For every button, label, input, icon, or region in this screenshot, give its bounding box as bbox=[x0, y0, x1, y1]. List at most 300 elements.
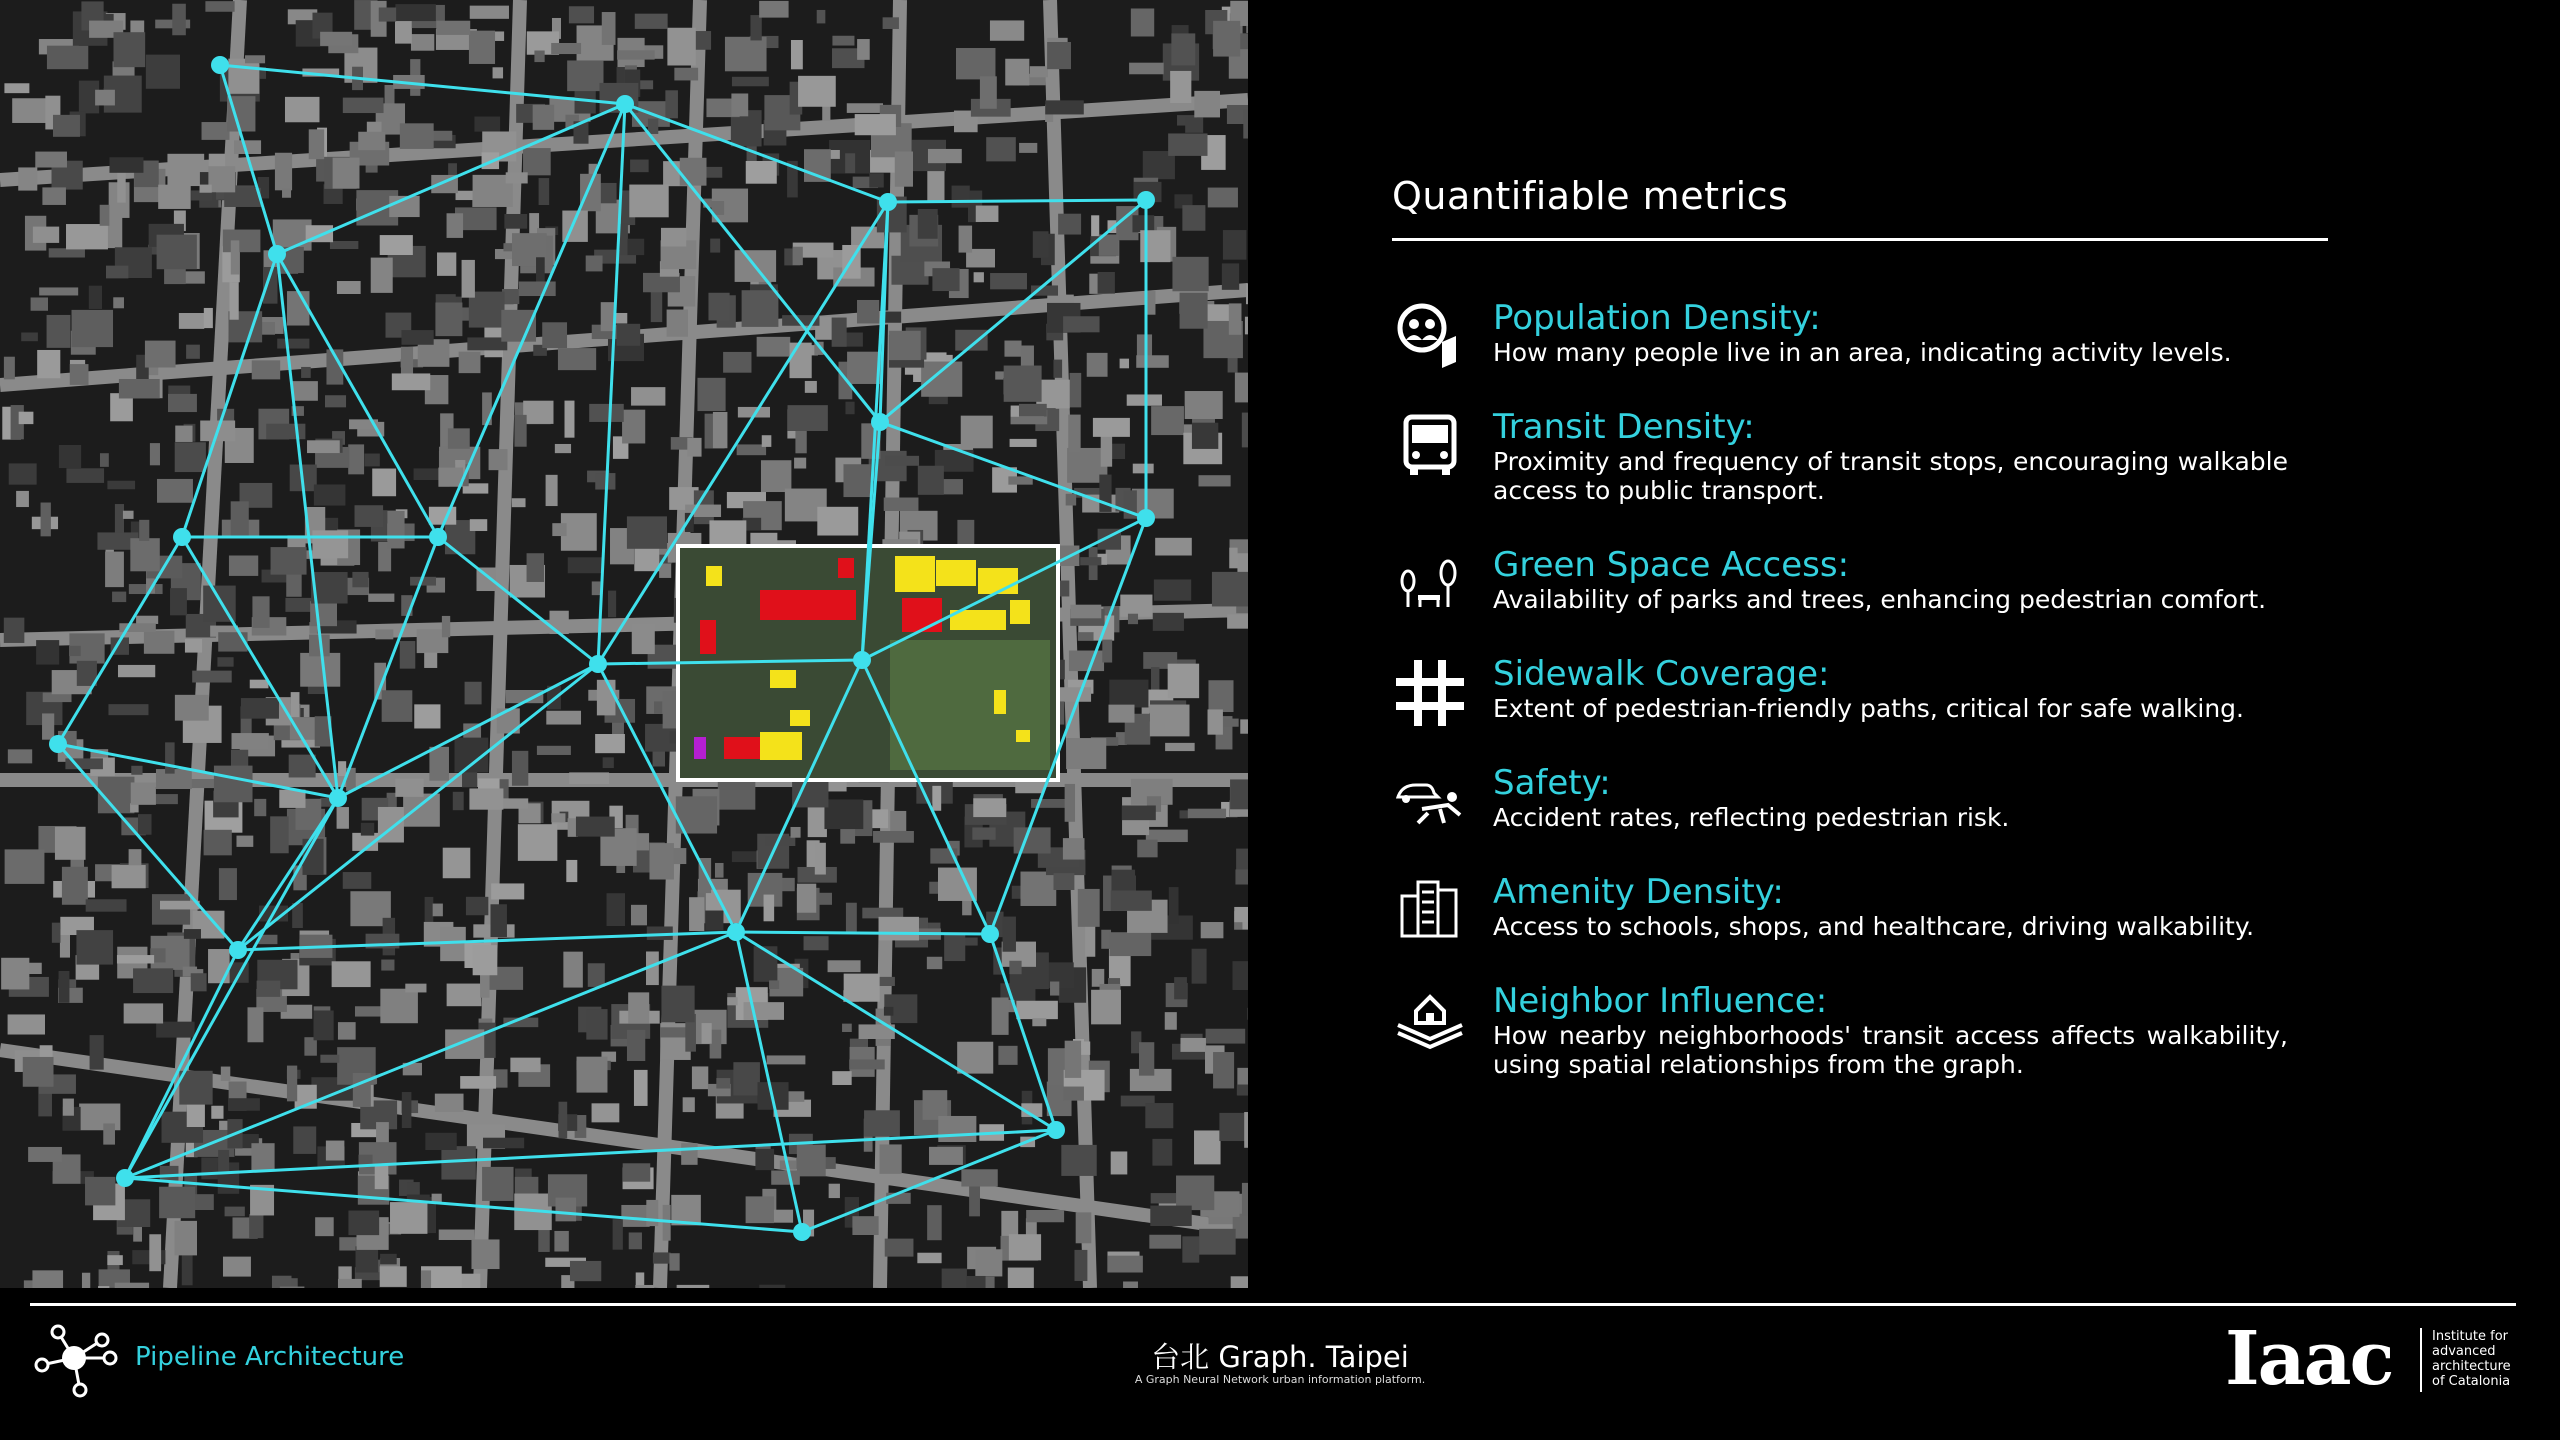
map-building bbox=[895, 152, 913, 187]
map-building bbox=[589, 404, 624, 422]
metric-title: Population Density: bbox=[1493, 298, 1821, 338]
map-building bbox=[375, 629, 393, 639]
map-building bbox=[491, 883, 524, 899]
map-building bbox=[425, 1133, 456, 1150]
map-building bbox=[292, 381, 317, 401]
map-building bbox=[1229, 548, 1237, 569]
map-building bbox=[595, 734, 625, 753]
map-building bbox=[961, 1169, 997, 1186]
map-building bbox=[277, 339, 309, 349]
building-red bbox=[902, 598, 942, 632]
map-building bbox=[462, 260, 475, 298]
map-building bbox=[158, 185, 191, 209]
map-building bbox=[179, 313, 204, 329]
map-building bbox=[1229, 303, 1242, 334]
map-building bbox=[1136, 355, 1169, 368]
map-building bbox=[1180, 293, 1208, 329]
map-building bbox=[182, 1253, 193, 1286]
map-building bbox=[855, 114, 896, 135]
map-building bbox=[715, 863, 724, 878]
map-building bbox=[8, 1014, 45, 1034]
map-building bbox=[113, 297, 124, 308]
map-building bbox=[168, 394, 197, 412]
map-building bbox=[732, 851, 757, 862]
map-building bbox=[332, 961, 371, 987]
map-building bbox=[1123, 1281, 1138, 1288]
map-building bbox=[1237, 1085, 1248, 1096]
metric-title: Sidewalk Coverage: bbox=[1493, 654, 1830, 694]
map-building bbox=[172, 4, 186, 36]
map-building bbox=[156, 1022, 194, 1038]
map-building bbox=[845, 153, 855, 173]
map-building bbox=[202, 122, 230, 140]
map-building bbox=[992, 997, 1009, 1034]
building-yellow bbox=[770, 670, 796, 688]
map-building bbox=[185, 639, 202, 653]
map-building bbox=[725, 37, 767, 71]
map-building bbox=[466, 897, 488, 915]
map-building bbox=[667, 28, 695, 66]
map-building bbox=[750, 15, 761, 40]
map-building bbox=[952, 186, 970, 208]
map-building bbox=[105, 552, 124, 588]
map-building bbox=[12, 98, 45, 123]
map-building bbox=[90, 1035, 104, 1070]
map-building bbox=[980, 76, 997, 108]
map-building bbox=[312, 530, 348, 558]
map-building bbox=[157, 479, 193, 503]
map-building bbox=[118, 665, 155, 677]
map-building bbox=[380, 1266, 407, 1287]
map-building bbox=[1131, 8, 1154, 36]
map-building bbox=[218, 1150, 229, 1171]
map-building bbox=[69, 646, 81, 656]
map-building bbox=[1171, 33, 1195, 65]
map-building bbox=[293, 1126, 316, 1153]
map-building bbox=[1242, 413, 1248, 448]
map-building bbox=[200, 185, 212, 193]
map-building bbox=[654, 701, 662, 713]
map-building bbox=[506, 172, 528, 183]
building-purple bbox=[694, 737, 706, 759]
map-building bbox=[533, 105, 554, 130]
map-building bbox=[205, 1, 234, 12]
map-building bbox=[613, 1219, 623, 1250]
logo-caption-line: architecture bbox=[2432, 1359, 2511, 1374]
map-building bbox=[832, 36, 854, 46]
map-building bbox=[518, 824, 557, 861]
map-building bbox=[746, 1196, 774, 1223]
map-building bbox=[1243, 110, 1248, 139]
map-building bbox=[42, 713, 54, 739]
map-building bbox=[165, 742, 175, 773]
building-yellow bbox=[895, 556, 935, 592]
map-building bbox=[115, 1283, 149, 1288]
map-building bbox=[175, 695, 209, 721]
graph-node bbox=[616, 95, 634, 113]
map-building bbox=[229, 555, 258, 575]
map-building bbox=[621, 1205, 649, 1227]
satellite-map bbox=[0, 0, 1248, 1288]
map-building bbox=[759, 1285, 785, 1288]
graph-node bbox=[429, 528, 447, 546]
map-building bbox=[113, 32, 145, 67]
map-building bbox=[972, 827, 995, 839]
map-building bbox=[123, 511, 134, 519]
map-building bbox=[744, 1002, 784, 1020]
map-building bbox=[1154, 579, 1191, 600]
map-building bbox=[631, 387, 665, 405]
map-building bbox=[1230, 779, 1248, 809]
map-building bbox=[1180, 1038, 1205, 1052]
map-building bbox=[337, 281, 361, 294]
map-building bbox=[223, 1257, 251, 1277]
map-building bbox=[1120, 595, 1152, 617]
map-building bbox=[482, 1167, 513, 1201]
map-building bbox=[184, 929, 201, 939]
map-building bbox=[47, 46, 88, 70]
map-building bbox=[62, 867, 88, 905]
map-building bbox=[885, 456, 919, 466]
map-building bbox=[857, 300, 879, 323]
map-building bbox=[1111, 891, 1152, 911]
map-building bbox=[649, 843, 673, 879]
map-building bbox=[1, 958, 29, 990]
map-building bbox=[1172, 257, 1208, 291]
map-building bbox=[862, 908, 903, 919]
building-red bbox=[838, 558, 854, 578]
map-building bbox=[847, 103, 883, 113]
map-building bbox=[270, 816, 289, 853]
map-building bbox=[1102, 640, 1112, 663]
map-building bbox=[759, 1, 788, 18]
map-building bbox=[990, 273, 1027, 289]
map-building bbox=[1235, 869, 1248, 884]
map-building bbox=[252, 596, 269, 628]
graph-node bbox=[1137, 191, 1155, 209]
graph-node bbox=[793, 1223, 811, 1241]
map-building bbox=[555, 444, 571, 453]
map-building bbox=[385, 85, 395, 104]
map-building bbox=[569, 6, 594, 23]
map-building bbox=[439, 1230, 475, 1240]
map-building bbox=[98, 1286, 109, 1288]
map-building bbox=[1169, 887, 1179, 924]
map-building bbox=[969, 1184, 980, 1216]
map-building bbox=[337, 807, 349, 829]
map-building bbox=[956, 48, 995, 79]
map-building bbox=[438, 468, 463, 487]
map-building bbox=[630, 160, 649, 173]
map-building bbox=[1224, 719, 1239, 727]
map-building bbox=[576, 817, 615, 837]
map-building bbox=[175, 426, 192, 442]
map-building bbox=[18, 167, 37, 190]
map-building bbox=[791, 40, 803, 69]
map-building bbox=[1133, 464, 1154, 474]
map-building bbox=[1128, 614, 1138, 624]
map-building bbox=[47, 315, 71, 348]
map-building bbox=[63, 1099, 74, 1116]
map-building bbox=[646, 1200, 658, 1226]
map-building bbox=[755, 1149, 774, 1170]
map-building bbox=[429, 507, 456, 525]
map-building bbox=[1016, 1001, 1058, 1019]
map-building bbox=[100, 205, 110, 226]
building-yellow bbox=[1016, 730, 1030, 742]
map-building bbox=[85, 1177, 115, 1206]
map-building bbox=[552, 523, 566, 536]
map-building bbox=[1087, 353, 1108, 377]
graph-edge bbox=[438, 537, 598, 664]
map-building bbox=[170, 588, 187, 615]
map-building bbox=[808, 807, 827, 837]
map-building bbox=[129, 584, 163, 594]
map-building bbox=[107, 1255, 123, 1265]
metric-description: Access to schools, shops, and healthcare, driving walkability. bbox=[1493, 912, 2255, 941]
map-building bbox=[580, 174, 601, 211]
map-building bbox=[527, 553, 545, 582]
building-yellow bbox=[706, 566, 722, 586]
map-building bbox=[534, 51, 544, 63]
map-building bbox=[4, 357, 15, 380]
map-building bbox=[764, 895, 775, 922]
map-building bbox=[160, 901, 200, 910]
map-building bbox=[289, 755, 316, 778]
map-building bbox=[175, 442, 206, 472]
map-building bbox=[849, 1059, 885, 1069]
map-building bbox=[1139, 1042, 1154, 1075]
map-building bbox=[251, 1143, 274, 1170]
map-building bbox=[1137, 840, 1157, 858]
map-building bbox=[76, 930, 113, 964]
map-building bbox=[558, 348, 596, 370]
map-building bbox=[131, 766, 142, 775]
map-building bbox=[757, 337, 791, 357]
map-building bbox=[395, 779, 423, 797]
map-building bbox=[380, 989, 418, 1024]
map-building bbox=[175, 1221, 197, 1256]
map-building bbox=[358, 132, 385, 150]
map-building bbox=[372, 469, 396, 497]
grid-hash-icon bbox=[1392, 654, 1468, 730]
map-building bbox=[732, 77, 769, 86]
map-building bbox=[817, 10, 826, 23]
map-building bbox=[236, 836, 253, 847]
map-building bbox=[1192, 423, 1218, 449]
graph-node bbox=[1137, 509, 1155, 527]
map-building bbox=[402, 1092, 412, 1128]
map-building bbox=[797, 1145, 826, 1177]
map-building bbox=[286, 573, 301, 597]
map-building bbox=[301, 367, 311, 378]
map-building bbox=[551, 813, 565, 822]
map-building bbox=[1120, 359, 1129, 369]
map-building bbox=[66, 468, 104, 483]
map-building bbox=[512, 498, 526, 507]
map-building bbox=[1153, 613, 1184, 631]
map-building bbox=[314, 484, 346, 505]
bus-icon bbox=[1392, 407, 1468, 483]
map-building bbox=[447, 984, 482, 1007]
map-building bbox=[167, 154, 204, 186]
map-building bbox=[401, 347, 413, 375]
map-building bbox=[653, 1252, 671, 1263]
map-building bbox=[1192, 949, 1207, 984]
map-building bbox=[489, 449, 508, 470]
map-building bbox=[864, 1110, 900, 1136]
map-building bbox=[112, 865, 146, 888]
map-building bbox=[957, 1042, 993, 1074]
map-building bbox=[375, 1164, 389, 1189]
building-yellow bbox=[1010, 600, 1030, 624]
map-building bbox=[1174, 977, 1187, 999]
map-building bbox=[1061, 1145, 1096, 1176]
map-building bbox=[1165, 743, 1195, 751]
building-yellow bbox=[790, 710, 810, 726]
map-building bbox=[1078, 889, 1100, 927]
map-building bbox=[1065, 1041, 1082, 1078]
map-building bbox=[1240, 719, 1248, 733]
map-building bbox=[338, 761, 346, 776]
map-building bbox=[356, 1246, 379, 1272]
map-building bbox=[36, 640, 59, 664]
map-building bbox=[192, 671, 232, 683]
metric-description: Extent of pedestrian-friendly paths, critical for safe walking. bbox=[1493, 694, 2244, 723]
brand-title: 台北 Graph. Taipei bbox=[1151, 1340, 1409, 1374]
map-building bbox=[961, 416, 993, 449]
metric-description: Accident rates, reflecting pedestrian risk. bbox=[1493, 803, 2010, 832]
map-building bbox=[932, 268, 959, 291]
map-building bbox=[460, 1076, 496, 1089]
map-building bbox=[929, 1147, 963, 1165]
map-building bbox=[974, 272, 984, 282]
map-building bbox=[231, 501, 249, 538]
map-building bbox=[651, 288, 662, 322]
map-building bbox=[469, 31, 495, 64]
metric-description: How many people live in an area, indicating activity levels. bbox=[1493, 338, 2232, 367]
graph-node bbox=[871, 413, 889, 431]
map-building bbox=[629, 1232, 642, 1249]
map-building bbox=[146, 55, 180, 89]
map-building bbox=[1149, 1235, 1181, 1249]
map-building bbox=[1244, 1112, 1248, 1148]
map-building bbox=[275, 153, 292, 191]
map-building bbox=[241, 698, 279, 719]
map-building bbox=[1219, 1113, 1248, 1141]
map-building bbox=[1032, 1018, 1046, 1026]
map-building bbox=[1066, 738, 1106, 769]
map-graph-overlay bbox=[0, 0, 1248, 1288]
map-building bbox=[665, 90, 678, 118]
map-building bbox=[1152, 1139, 1172, 1166]
map-building bbox=[266, 424, 305, 440]
map-building bbox=[89, 286, 102, 309]
map-building bbox=[1014, 827, 1051, 853]
graph-node bbox=[49, 735, 67, 753]
map-building bbox=[771, 1170, 800, 1184]
map-building bbox=[1030, 66, 1048, 77]
map-building bbox=[601, 302, 615, 331]
map-building bbox=[627, 516, 667, 548]
map-building bbox=[117, 955, 154, 963]
iaac-logo: Iaac bbox=[2225, 1316, 2393, 1402]
map-building bbox=[221, 1067, 230, 1081]
map-building bbox=[742, 290, 779, 327]
map-building bbox=[793, 247, 803, 265]
map-building bbox=[1101, 433, 1112, 467]
map-building bbox=[16, 491, 29, 507]
map-building bbox=[352, 572, 368, 587]
map-building bbox=[918, 209, 938, 239]
map-building bbox=[401, 330, 433, 345]
map-building bbox=[108, 704, 148, 715]
map-building bbox=[1065, 784, 1075, 822]
buildings-icon bbox=[1392, 872, 1468, 948]
map-building bbox=[1108, 705, 1134, 723]
map-building bbox=[55, 827, 86, 860]
map-building bbox=[1047, 42, 1071, 69]
map-building bbox=[37, 350, 60, 378]
map-building bbox=[1150, 1206, 1191, 1226]
building-yellow bbox=[760, 732, 802, 760]
map-building bbox=[400, 641, 416, 669]
map-building bbox=[1234, 907, 1248, 922]
map-building bbox=[280, 1287, 305, 1288]
map-building bbox=[1109, 680, 1148, 708]
map-building bbox=[208, 949, 230, 983]
map-building bbox=[442, 616, 450, 637]
map-building bbox=[635, 14, 668, 29]
map-building bbox=[843, 464, 870, 497]
map-building bbox=[1019, 404, 1047, 417]
map-building bbox=[563, 952, 582, 988]
map-building bbox=[566, 860, 577, 882]
map-building bbox=[842, 1024, 852, 1032]
graph-node bbox=[116, 1169, 134, 1187]
map-building bbox=[1076, 1212, 1092, 1243]
map-building bbox=[1208, 680, 1233, 712]
map-building bbox=[53, 115, 80, 137]
map-building bbox=[976, 206, 999, 222]
map-building bbox=[790, 343, 812, 379]
map-building bbox=[124, 1003, 163, 1023]
map-building bbox=[338, 1279, 362, 1288]
map-building bbox=[1063, 1087, 1084, 1101]
map-building bbox=[702, 1023, 712, 1044]
map-building bbox=[716, 1078, 730, 1088]
map-building bbox=[364, 454, 379, 467]
graph-edge bbox=[888, 200, 1146, 202]
map-building bbox=[348, 1211, 379, 1236]
map-building bbox=[380, 1254, 397, 1265]
map-building bbox=[112, 592, 126, 603]
map-building bbox=[788, 405, 828, 431]
map-building bbox=[797, 884, 816, 913]
map-building bbox=[884, 497, 919, 510]
map-building bbox=[510, 1058, 540, 1072]
map-building bbox=[502, 289, 519, 304]
map-building bbox=[287, 291, 309, 325]
building-red bbox=[760, 590, 856, 620]
map-building bbox=[109, 157, 143, 173]
map-building bbox=[149, 1234, 161, 1271]
map-building bbox=[629, 185, 668, 218]
map-building bbox=[1058, 214, 1081, 235]
map-building bbox=[846, 903, 857, 934]
map-building bbox=[400, 123, 434, 149]
map-building bbox=[942, 1269, 967, 1288]
